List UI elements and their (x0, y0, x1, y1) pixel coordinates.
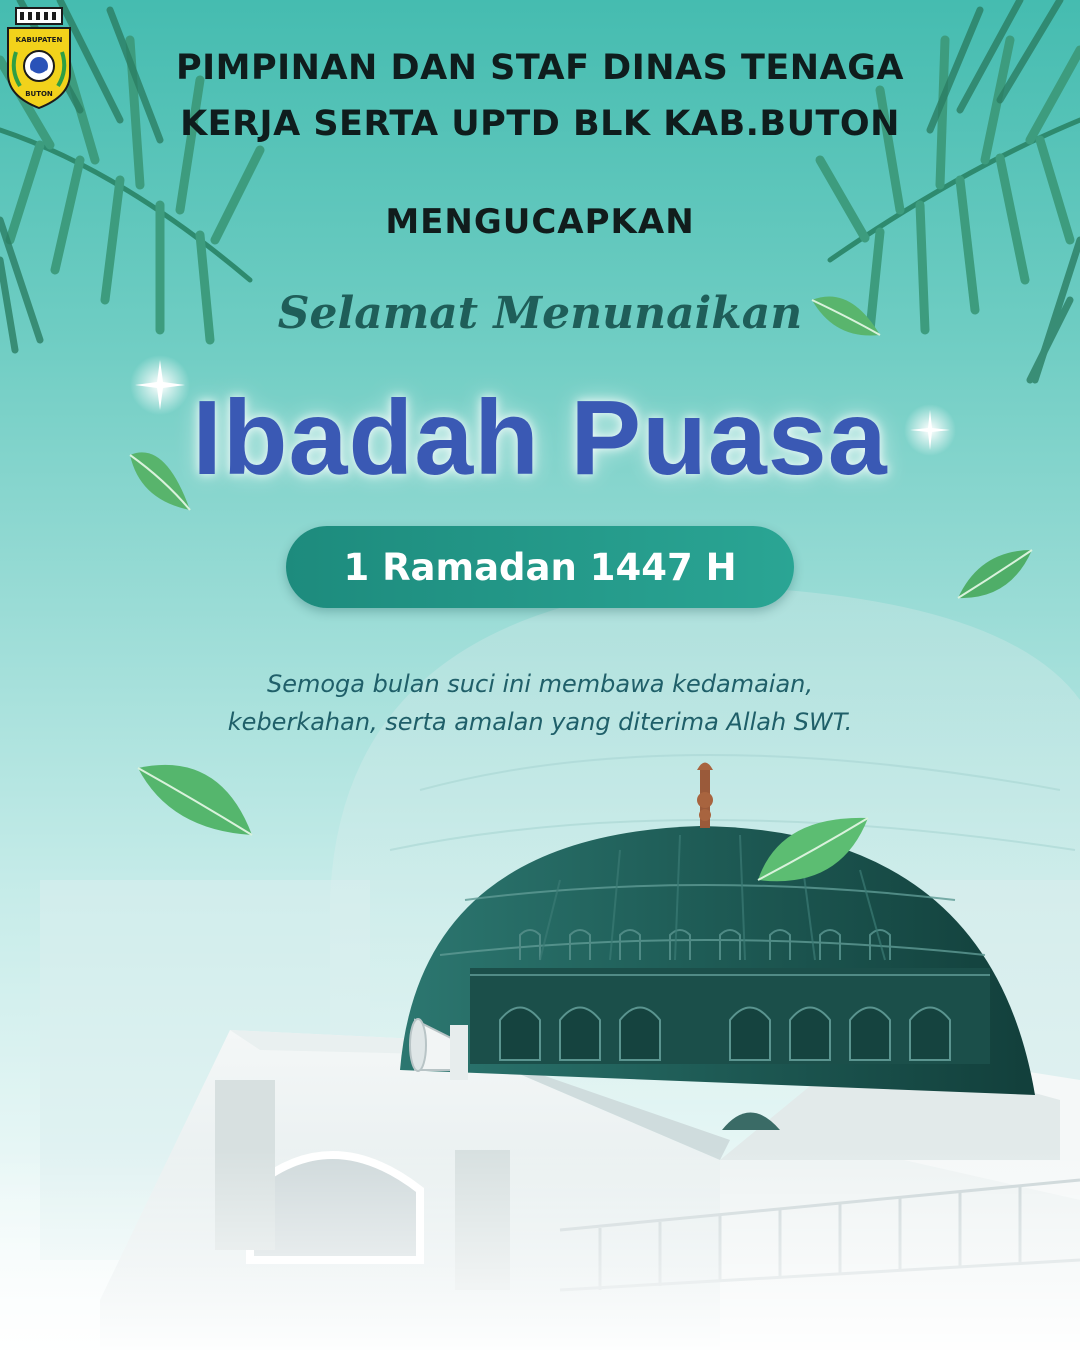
message-line-1: Semoga bulan suci ini membawa kedamaian, (266, 670, 813, 698)
greeting-text: MENGUCAPKAN (385, 202, 695, 242)
script-subtitle: Selamat Menunaikan (277, 288, 803, 339)
kabupaten-buton-logo (2, 4, 76, 112)
falling-leaf-icon (138, 765, 252, 835)
main-title: Ibadah Puasa (192, 379, 888, 497)
falling-leaf-icon (958, 550, 1032, 598)
header-line-1: PIMPINAN DAN STAF DINAS TENAGA (175, 48, 905, 88)
logo-bottom-text: BUTON (25, 90, 53, 98)
date-badge (286, 526, 794, 608)
date-badge-text: 1 Ramadan 1447 H (343, 545, 737, 589)
message-line-2: keberkahan, serta amalan yang diterima Allah SWT. (227, 708, 853, 736)
header-line-2: KERJA SERTA UPTD BLK KAB.BUTON (180, 104, 900, 144)
logo-top-text: KABUPATEN (15, 36, 63, 44)
